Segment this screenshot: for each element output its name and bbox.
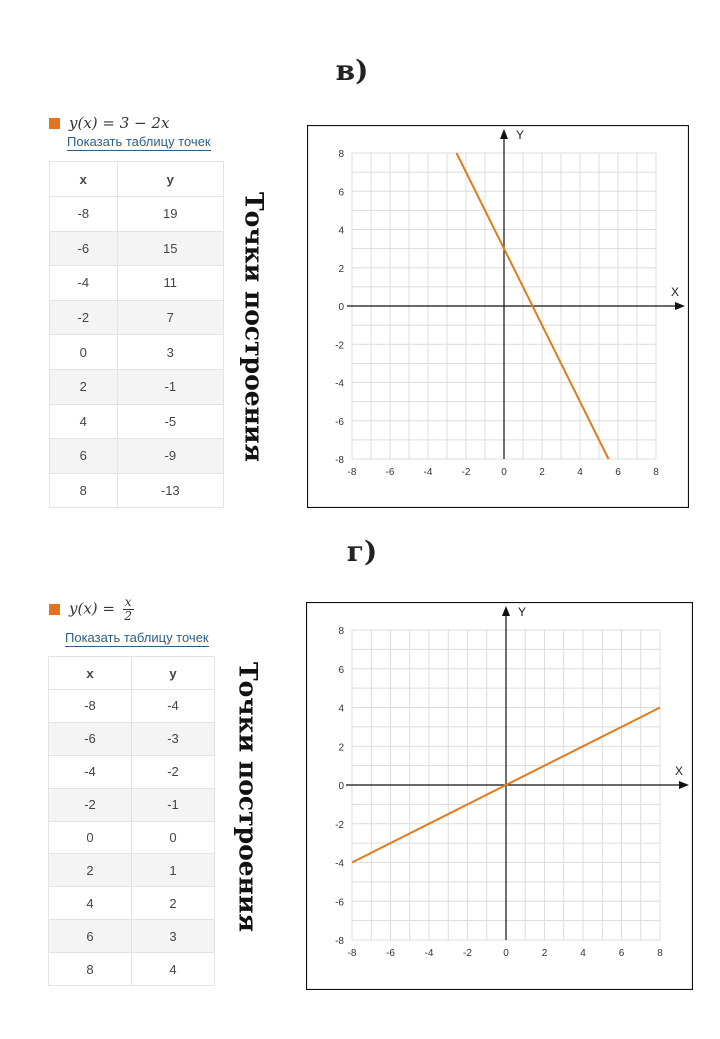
y-tick-label: -6: [335, 897, 344, 909]
table-cell-x: -4: [49, 755, 132, 788]
y-tick-label: 2: [338, 263, 344, 275]
chart-frame: [307, 603, 693, 990]
x-tick-label: 2: [539, 467, 545, 478]
table-row: [50, 473, 224, 508]
table-cell-y: -9: [117, 439, 223, 474]
table-header-x: x: [49, 657, 132, 690]
y-tick-label: -2: [335, 819, 344, 831]
table-cell-y: 3: [117, 335, 223, 370]
table-cell-x: -2: [50, 300, 118, 335]
y-tick-label: -2: [335, 340, 344, 352]
y-tick-label: 0: [338, 302, 344, 313]
points-table: [49, 161, 224, 508]
table-cell-y: 0: [132, 821, 215, 854]
y-tick-label: -4: [335, 378, 344, 390]
table-cell-y: 11: [117, 266, 223, 301]
x-axis-label: X: [674, 764, 684, 778]
table-cell-x: -8: [50, 197, 118, 232]
y-tick-label: 4: [338, 703, 344, 715]
y-tick-label: -6: [335, 416, 344, 428]
table-cell-x: 4: [49, 887, 132, 920]
table-row: [49, 755, 215, 788]
table-header-y: y: [132, 657, 215, 690]
table-row: [49, 953, 215, 986]
x-tick-label: -2: [463, 948, 472, 959]
table-cell-y: 4: [132, 953, 215, 986]
table-row: [49, 690, 215, 723]
table-row: [50, 335, 224, 370]
x-tick-label: -8: [347, 948, 357, 959]
table-cell-y: -4: [132, 690, 215, 723]
table-cell-y: -2: [132, 755, 215, 788]
table-cell-y: -13: [117, 473, 223, 508]
y-tick-label: 0: [338, 781, 344, 792]
function-legend: [49, 114, 169, 132]
table-cell-x: 6: [49, 920, 132, 953]
y-tick-label: 8: [338, 626, 344, 637]
x-tick-label: 4: [580, 948, 586, 959]
x-tick-label: -4: [423, 467, 433, 478]
table-row: [49, 788, 215, 821]
table-cell-y: 1: [132, 854, 215, 887]
x-tick-label: -4: [424, 948, 434, 959]
table-row: [49, 722, 215, 755]
table-cell-x: 4: [50, 404, 118, 439]
table-row: [50, 231, 224, 266]
table-cell-x: 8: [50, 473, 118, 508]
table-cell-y: -1: [132, 788, 215, 821]
table-row: [50, 300, 224, 335]
table-row: [50, 197, 224, 232]
x-tick-label: -6: [385, 467, 395, 478]
table-cell-y: 19: [117, 197, 223, 232]
table-cell-x: -6: [49, 722, 132, 755]
table-cell-y: -1: [117, 369, 223, 404]
x-tick-label: 6: [618, 948, 625, 959]
table-cell-y: -5: [117, 404, 223, 439]
function-graph: [306, 602, 693, 990]
x-tick-label: -2: [461, 467, 471, 478]
function-legend: [49, 596, 134, 623]
series-color-swatch: [49, 604, 60, 615]
show-points-table-link[interactable]: Показать таблицу точек: [67, 134, 211, 149]
table-row: [49, 821, 215, 854]
table-cell-y: 3: [132, 920, 215, 953]
x-axis-label: X: [670, 285, 680, 299]
table-cell-x: -6: [50, 231, 118, 266]
y-tick-label: 4: [338, 225, 344, 237]
show-points-table-link[interactable]: Показать таблицу точек: [65, 630, 209, 645]
table-cell-y: 2: [132, 887, 215, 920]
table-row: [50, 404, 224, 439]
vertical-caption: Точки построения: [239, 192, 269, 462]
table-cell-y: 15: [117, 231, 223, 266]
table-cell-x: -2: [49, 788, 132, 821]
section-heading-v: в): [335, 54, 369, 87]
table-cell-y: -3: [132, 722, 215, 755]
y-tick-label: -4: [335, 858, 344, 870]
x-tick-label: -8: [347, 467, 357, 478]
table-row: [49, 854, 215, 887]
y-tick-label: 6: [338, 664, 344, 676]
y-tick-label: 8: [338, 149, 344, 160]
section-heading-g: г): [346, 535, 378, 568]
table-header-x: x: [50, 162, 118, 197]
table-row: [49, 887, 215, 920]
table-cell-x: -4: [50, 266, 118, 301]
table-header-y: y: [117, 162, 223, 197]
x-tick-label: 2: [541, 948, 548, 959]
y-tick-label: -8: [335, 936, 344, 947]
x-tick-label: 0: [501, 467, 507, 478]
table-cell-x: 8: [49, 953, 132, 986]
y-axis-label: Y: [515, 128, 525, 142]
table-cell-x: 6: [50, 439, 118, 474]
table-row: [50, 369, 224, 404]
function-graph: [307, 125, 689, 508]
table-cell-x: 0: [50, 335, 118, 370]
function-formula: y(x) = $\frac{x}{2}$: [69, 595, 132, 623]
table-row: [50, 439, 224, 474]
y-axis-label: Y: [517, 605, 527, 619]
table-cell-x: -8: [49, 690, 132, 723]
series-color-swatch: [49, 118, 60, 129]
y-tick-label: 6: [338, 187, 344, 199]
chart-frame: [308, 126, 689, 508]
x-tick-label: 4: [577, 467, 583, 478]
table-cell-x: 0: [49, 821, 132, 854]
function-formula: y(x) = 3 − 2x: [69, 114, 170, 132]
x-tick-label: 8: [653, 467, 659, 478]
table-cell-y: 7: [117, 300, 223, 335]
vertical-caption: Точки построения: [233, 662, 263, 932]
x-tick-label: 8: [657, 948, 663, 959]
y-tick-label: 2: [338, 742, 344, 754]
points-table: [48, 656, 215, 986]
y-tick-label: -8: [335, 455, 344, 466]
x-tick-label: 6: [615, 467, 621, 478]
x-tick-label: -6: [386, 948, 395, 959]
table-cell-x: 2: [49, 854, 132, 887]
x-tick-label: 0: [503, 948, 509, 959]
table-row: [50, 266, 224, 301]
table-cell-x: 2: [50, 369, 118, 404]
table-row: [49, 920, 215, 953]
